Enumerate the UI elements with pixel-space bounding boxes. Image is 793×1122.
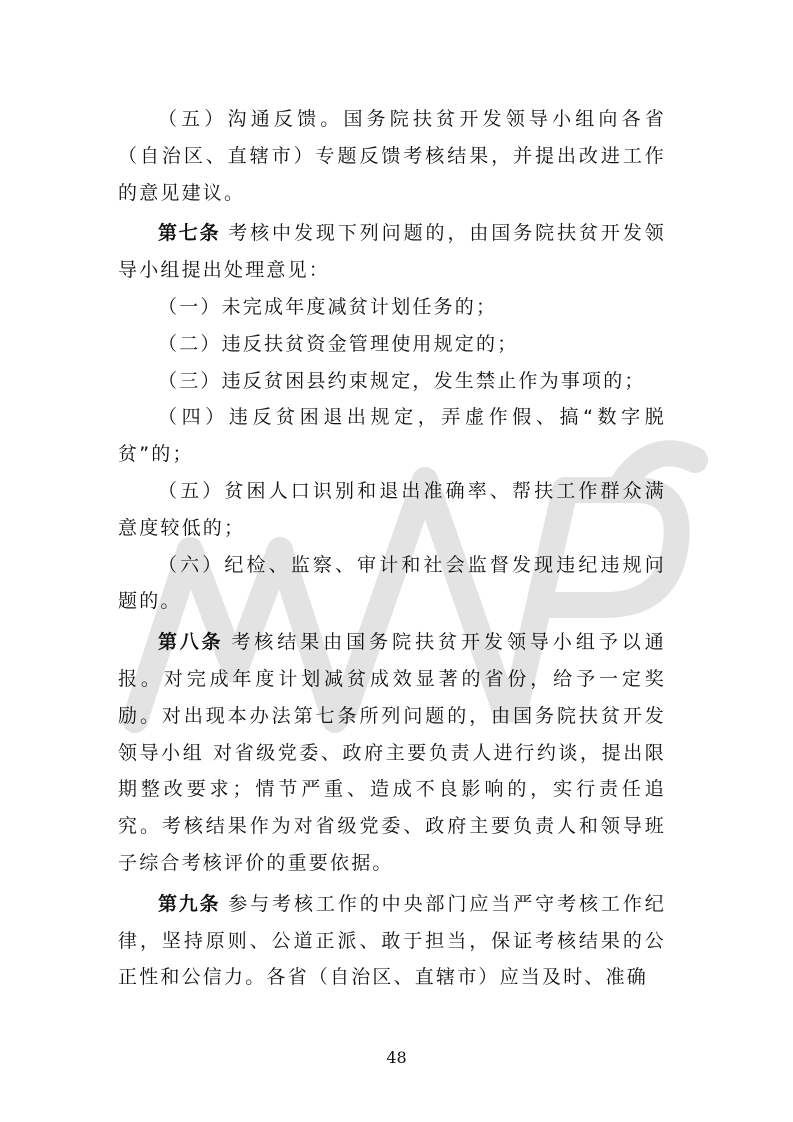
paragraph-text: （三）违反贫困县约束规定，发生禁止作为事项的； [158,369,646,392]
paragraph-item-2 [118,326,666,363]
paragraph-text: （五）贫困人口识别和退出准确率、帮扶工作群众满意度较低的； [118,479,666,539]
paragraph-text: （一）未完成年度减贫计划任务的； [158,295,498,318]
paragraph-text: 考核中发现下列问题的，由国务院扶贫开发领导小组提出处理意见： [118,222,666,282]
article-number: 第七条 [158,222,221,245]
paragraph-item-1 [118,289,666,326]
paragraph-text: （五）沟通反馈。国务院扶贫开发领导小组向各省（自治区、直辖市）专题反馈考核结果，并提出改进工作的意见建议。 [118,108,666,204]
paragraph-item-5 [118,473,666,547]
paragraph-article-7 [118,215,666,289]
paragraph-text: （四）违反贫困退出规定，弄虚作假、搞“数字脱贫”的； [118,406,666,466]
paragraph-text: （二）违反扶贫资金管理使用规定的； [158,332,519,355]
paragraph-item-6 [118,547,666,621]
document-body [118,101,666,996]
paragraph-text: （六）纪检、监察、审计和社会监督发现违纪违规问题的。 [118,553,666,613]
article-number: 第九条 [158,892,221,915]
paragraph-0 [118,101,666,211]
paragraph-item-4 [118,399,666,473]
paragraph-text: 参与考核工作的中央部门应当严守考核工作纪律，坚持原则、公道正派、敢于担当，保证考核结果的公正性和公信力。各省（自治区、直辖市）应当及时、准确 [118,892,666,989]
article-number: 第八条 [158,631,224,654]
paragraph-article-9 [118,886,666,996]
paragraph-text: 考核结果由国务院扶贫开发领导小组予以通报。对完成年度计划减贫成效显著的省份，给予一定奖励。对出现本办法第七条所列问题的，由国务院扶贫开发领导小组 对省级党委、政府主要负责人进行约谈，提出限期整改要求；情节严重、造成不良影响的，实行责任追究。考核结果作为对省级党委、政府主要负责人和领导班子综合考核评价的重要依据。 [118,631,666,874]
paragraph-item-3 [118,363,666,400]
page-number: 48 [386,1048,407,1067]
paragraph-article-8 [118,624,666,882]
